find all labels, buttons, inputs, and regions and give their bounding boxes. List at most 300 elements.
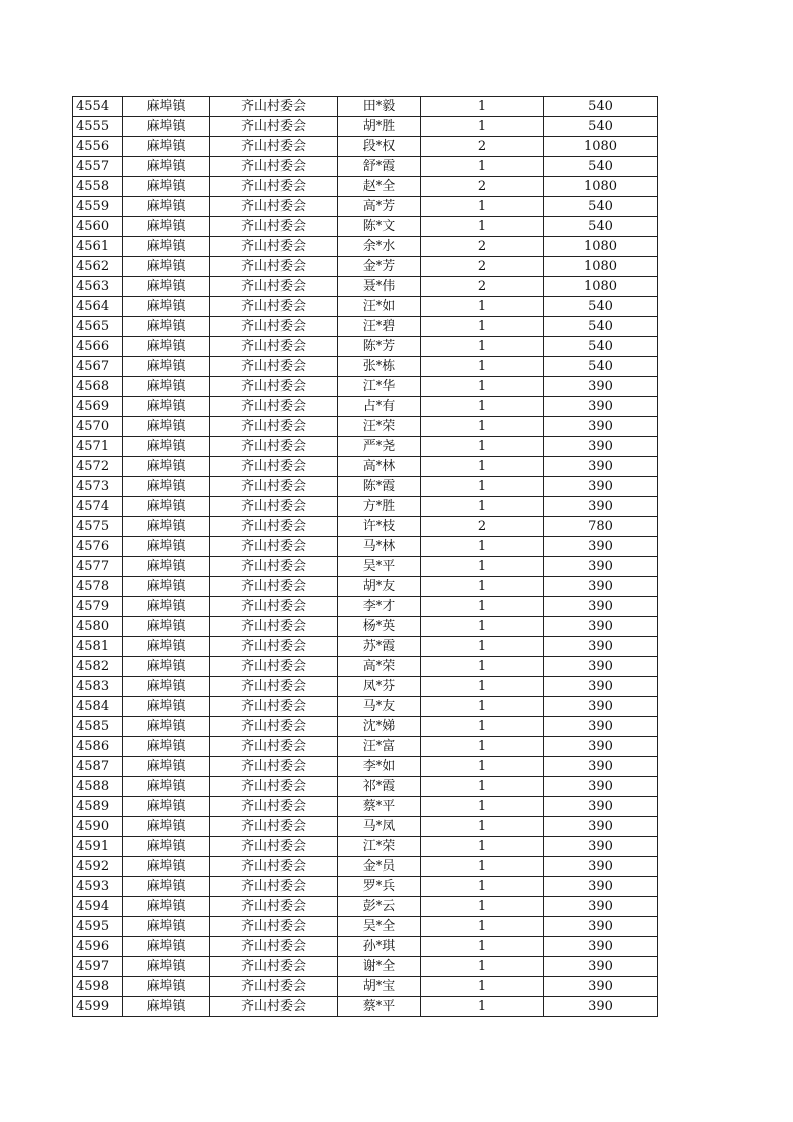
- table-row: [73, 557, 658, 577]
- town-cell: 麻埠镇: [123, 597, 210, 617]
- row-number-cell: 4555: [73, 117, 123, 137]
- table-row: [73, 657, 658, 677]
- table-row: [73, 97, 658, 117]
- town-cell: 麻埠镇: [123, 537, 210, 557]
- amount-cell: 390: [544, 497, 658, 517]
- amount-cell: 390: [544, 757, 658, 777]
- village-cell: 齐山村委会: [210, 737, 338, 757]
- count-cell: 1: [421, 877, 544, 897]
- amount-cell: 390: [544, 857, 658, 877]
- village-cell: 齐山村委会: [210, 377, 338, 397]
- amount-cell: 390: [544, 977, 658, 997]
- amount-cell: 390: [544, 457, 658, 477]
- count-cell: 1: [421, 197, 544, 217]
- name-cell: 蔡*平: [338, 997, 421, 1017]
- village-cell: 齐山村委会: [210, 637, 338, 657]
- name-cell: 许*枝: [338, 517, 421, 537]
- village-cell: 齐山村委会: [210, 497, 338, 517]
- amount-cell: 1080: [544, 137, 658, 157]
- village-cell: 齐山村委会: [210, 517, 338, 537]
- name-cell: 赵*全: [338, 177, 421, 197]
- count-cell: 1: [421, 477, 544, 497]
- table-row: [73, 517, 658, 537]
- row-number-cell: 4563: [73, 277, 123, 297]
- town-cell: 麻埠镇: [123, 477, 210, 497]
- count-cell: 1: [421, 797, 544, 817]
- village-cell: 齐山村委会: [210, 577, 338, 597]
- name-cell: 占*有: [338, 397, 421, 417]
- row-number-cell: 4581: [73, 637, 123, 657]
- amount-cell: 390: [544, 797, 658, 817]
- name-cell: 张*栋: [338, 357, 421, 377]
- village-cell: 齐山村委会: [210, 417, 338, 437]
- town-cell: 麻埠镇: [123, 697, 210, 717]
- village-cell: 齐山村委会: [210, 217, 338, 237]
- village-cell: 齐山村委会: [210, 617, 338, 637]
- village-cell: 齐山村委会: [210, 177, 338, 197]
- name-cell: 江*荣: [338, 837, 421, 857]
- table-row: [73, 757, 658, 777]
- town-cell: 麻埠镇: [123, 337, 210, 357]
- row-number-cell: 4560: [73, 217, 123, 237]
- village-cell: 齐山村委会: [210, 477, 338, 497]
- town-cell: 麻埠镇: [123, 557, 210, 577]
- village-cell: 齐山村委会: [210, 197, 338, 217]
- table-row: [73, 297, 658, 317]
- village-cell: 齐山村委会: [210, 817, 338, 837]
- amount-cell: 390: [544, 577, 658, 597]
- row-number-cell: 4585: [73, 717, 123, 737]
- count-cell: 1: [421, 597, 544, 617]
- count-cell: 1: [421, 217, 544, 237]
- table-row: [73, 577, 658, 597]
- amount-cell: 1080: [544, 257, 658, 277]
- row-number-cell: 4569: [73, 397, 123, 417]
- town-cell: 麻埠镇: [123, 197, 210, 217]
- amount-cell: 1080: [544, 277, 658, 297]
- town-cell: 麻埠镇: [123, 737, 210, 757]
- count-cell: 2: [421, 177, 544, 197]
- town-cell: 麻埠镇: [123, 357, 210, 377]
- town-cell: 麻埠镇: [123, 977, 210, 997]
- table-row: [73, 537, 658, 557]
- village-cell: 齐山村委会: [210, 237, 338, 257]
- amount-cell: 1080: [544, 177, 658, 197]
- count-cell: 1: [421, 97, 544, 117]
- name-cell: 孙*琪: [338, 937, 421, 957]
- count-cell: 1: [421, 717, 544, 737]
- row-number-cell: 4595: [73, 917, 123, 937]
- amount-cell: 540: [544, 357, 658, 377]
- village-cell: 齐山村委会: [210, 277, 338, 297]
- town-cell: 麻埠镇: [123, 277, 210, 297]
- table-row: [73, 937, 658, 957]
- name-cell: 高*芳: [338, 197, 421, 217]
- amount-cell: 390: [544, 617, 658, 637]
- town-cell: 麻埠镇: [123, 937, 210, 957]
- amount-cell: 390: [544, 877, 658, 897]
- name-cell: 沈*娣: [338, 717, 421, 737]
- town-cell: 麻埠镇: [123, 457, 210, 477]
- table-row: [73, 717, 658, 737]
- town-cell: 麻埠镇: [123, 417, 210, 437]
- row-number-cell: 4583: [73, 677, 123, 697]
- amount-cell: 390: [544, 557, 658, 577]
- count-cell: 1: [421, 537, 544, 557]
- village-cell: 齐山村委会: [210, 137, 338, 157]
- row-number-cell: 4571: [73, 437, 123, 457]
- village-cell: 齐山村委会: [210, 937, 338, 957]
- village-cell: 齐山村委会: [210, 537, 338, 557]
- amount-cell: 390: [544, 537, 658, 557]
- village-cell: 齐山村委会: [210, 857, 338, 877]
- town-cell: 麻埠镇: [123, 97, 210, 117]
- amount-cell: 390: [544, 677, 658, 697]
- row-number-cell: 4556: [73, 137, 123, 157]
- table-row: [73, 157, 658, 177]
- town-cell: 麻埠镇: [123, 577, 210, 597]
- amount-cell: 390: [544, 717, 658, 737]
- town-cell: 麻埠镇: [123, 377, 210, 397]
- amount-cell: 390: [544, 957, 658, 977]
- data-table: [72, 96, 658, 1017]
- village-cell: 齐山村委会: [210, 977, 338, 997]
- town-cell: 麻埠镇: [123, 257, 210, 277]
- table-row: [73, 217, 658, 237]
- table-row: [73, 357, 658, 377]
- table-row: [73, 177, 658, 197]
- village-cell: 齐山村委会: [210, 877, 338, 897]
- name-cell: 余*水: [338, 237, 421, 257]
- row-number-cell: 4590: [73, 817, 123, 837]
- count-cell: 1: [421, 977, 544, 997]
- town-cell: 麻埠镇: [123, 237, 210, 257]
- count-cell: 1: [421, 557, 544, 577]
- count-cell: 1: [421, 337, 544, 357]
- village-cell: 齐山村委会: [210, 897, 338, 917]
- village-cell: 齐山村委会: [210, 657, 338, 677]
- amount-cell: 540: [544, 117, 658, 137]
- amount-cell: 1080: [544, 237, 658, 257]
- village-cell: 齐山村委会: [210, 337, 338, 357]
- village-cell: 齐山村委会: [210, 457, 338, 477]
- count-cell: 1: [421, 737, 544, 757]
- count-cell: 1: [421, 317, 544, 337]
- row-number-cell: 4594: [73, 897, 123, 917]
- name-cell: 吴*全: [338, 917, 421, 937]
- count-cell: 2: [421, 137, 544, 157]
- town-cell: 麻埠镇: [123, 877, 210, 897]
- town-cell: 麻埠镇: [123, 677, 210, 697]
- town-cell: 麻埠镇: [123, 637, 210, 657]
- name-cell: 祁*霞: [338, 777, 421, 797]
- village-cell: 齐山村委会: [210, 117, 338, 137]
- name-cell: 田*毅: [338, 97, 421, 117]
- town-cell: 麻埠镇: [123, 897, 210, 917]
- name-cell: 高*荣: [338, 657, 421, 677]
- row-number-cell: 4598: [73, 977, 123, 997]
- village-cell: 齐山村委会: [210, 317, 338, 337]
- row-number-cell: 4575: [73, 517, 123, 537]
- town-cell: 麻埠镇: [123, 657, 210, 677]
- row-number-cell: 4591: [73, 837, 123, 857]
- town-cell: 麻埠镇: [123, 997, 210, 1017]
- table-row: [73, 477, 658, 497]
- town-cell: 麻埠镇: [123, 217, 210, 237]
- name-cell: 江*华: [338, 377, 421, 397]
- table-row: [73, 417, 658, 437]
- row-number-cell: 4599: [73, 997, 123, 1017]
- row-number-cell: 4576: [73, 537, 123, 557]
- village-cell: 齐山村委会: [210, 357, 338, 377]
- row-number-cell: 4574: [73, 497, 123, 517]
- name-cell: 李*才: [338, 597, 421, 617]
- name-cell: 李*如: [338, 757, 421, 777]
- table-row: [73, 897, 658, 917]
- village-cell: 齐山村委会: [210, 157, 338, 177]
- row-number-cell: 4579: [73, 597, 123, 617]
- town-cell: 麻埠镇: [123, 817, 210, 837]
- amount-cell: 390: [544, 437, 658, 457]
- table-row: [73, 857, 658, 877]
- village-cell: 齐山村委会: [210, 837, 338, 857]
- row-number-cell: 4578: [73, 577, 123, 597]
- count-cell: 1: [421, 997, 544, 1017]
- count-cell: 1: [421, 897, 544, 917]
- table-row: [73, 377, 658, 397]
- row-number-cell: 4587: [73, 757, 123, 777]
- table-row: [73, 877, 658, 897]
- count-cell: 1: [421, 837, 544, 857]
- town-cell: 麻埠镇: [123, 297, 210, 317]
- name-cell: 严*尧: [338, 437, 421, 457]
- row-number-cell: 4572: [73, 457, 123, 477]
- row-number-cell: 4582: [73, 657, 123, 677]
- town-cell: 麻埠镇: [123, 517, 210, 537]
- count-cell: 1: [421, 357, 544, 377]
- name-cell: 胡*友: [338, 577, 421, 597]
- amount-cell: 390: [544, 997, 658, 1017]
- name-cell: 马*林: [338, 537, 421, 557]
- village-cell: 齐山村委会: [210, 597, 338, 617]
- table-row: [73, 837, 658, 857]
- amount-cell: 390: [544, 477, 658, 497]
- amount-cell: 540: [544, 217, 658, 237]
- name-cell: 胡*宝: [338, 977, 421, 997]
- amount-cell: 390: [544, 417, 658, 437]
- row-number-cell: 4597: [73, 957, 123, 977]
- amount-cell: 540: [544, 297, 658, 317]
- amount-cell: 390: [544, 377, 658, 397]
- amount-cell: 390: [544, 837, 658, 857]
- name-cell: 苏*霞: [338, 637, 421, 657]
- amount-cell: 390: [544, 637, 658, 657]
- name-cell: 金*芳: [338, 257, 421, 277]
- village-cell: 齐山村委会: [210, 917, 338, 937]
- amount-cell: 390: [544, 937, 658, 957]
- town-cell: 麻埠镇: [123, 437, 210, 457]
- amount-cell: 390: [544, 897, 658, 917]
- row-number-cell: 4589: [73, 797, 123, 817]
- amount-cell: 390: [544, 697, 658, 717]
- count-cell: 1: [421, 857, 544, 877]
- count-cell: 1: [421, 157, 544, 177]
- name-cell: 汪*荣: [338, 417, 421, 437]
- count-cell: 2: [421, 257, 544, 277]
- name-cell: 段*权: [338, 137, 421, 157]
- count-cell: 1: [421, 637, 544, 657]
- name-cell: 凤*芬: [338, 677, 421, 697]
- row-number-cell: 4592: [73, 857, 123, 877]
- row-number-cell: 4593: [73, 877, 123, 897]
- table-row: [73, 777, 658, 797]
- table-row: [73, 257, 658, 277]
- row-number-cell: 4588: [73, 777, 123, 797]
- table-row: [73, 917, 658, 937]
- table-row: [73, 317, 658, 337]
- amount-cell: 390: [544, 657, 658, 677]
- count-cell: 2: [421, 237, 544, 257]
- village-cell: 齐山村委会: [210, 717, 338, 737]
- table-body: [73, 97, 658, 1017]
- town-cell: 麻埠镇: [123, 777, 210, 797]
- name-cell: 汪*碧: [338, 317, 421, 337]
- amount-cell: 390: [544, 777, 658, 797]
- count-cell: 1: [421, 657, 544, 677]
- name-cell: 陈*霞: [338, 477, 421, 497]
- name-cell: 罗*兵: [338, 877, 421, 897]
- amount-cell: 390: [544, 917, 658, 937]
- table-row: [73, 737, 658, 757]
- village-cell: 齐山村委会: [210, 397, 338, 417]
- table-row: [73, 597, 658, 617]
- village-cell: 齐山村委会: [210, 997, 338, 1017]
- table-row: [73, 117, 658, 137]
- name-cell: 聂*伟: [338, 277, 421, 297]
- village-cell: 齐山村委会: [210, 757, 338, 777]
- row-number-cell: 4565: [73, 317, 123, 337]
- count-cell: 1: [421, 397, 544, 417]
- village-cell: 齐山村委会: [210, 257, 338, 277]
- name-cell: 高*林: [338, 457, 421, 477]
- town-cell: 麻埠镇: [123, 317, 210, 337]
- row-number-cell: 4573: [73, 477, 123, 497]
- table-row: [73, 237, 658, 257]
- table-row: [73, 337, 658, 357]
- village-cell: 齐山村委会: [210, 777, 338, 797]
- name-cell: 吴*平: [338, 557, 421, 577]
- table-row: [73, 457, 658, 477]
- village-cell: 齐山村委会: [210, 677, 338, 697]
- amount-cell: 540: [544, 317, 658, 337]
- village-cell: 齐山村委会: [210, 297, 338, 317]
- name-cell: 陈*芳: [338, 337, 421, 357]
- count-cell: 2: [421, 517, 544, 537]
- village-cell: 齐山村委会: [210, 97, 338, 117]
- town-cell: 麻埠镇: [123, 917, 210, 937]
- village-cell: 齐山村委会: [210, 437, 338, 457]
- row-number-cell: 4559: [73, 197, 123, 217]
- town-cell: 麻埠镇: [123, 137, 210, 157]
- count-cell: 1: [421, 437, 544, 457]
- table-row: [73, 137, 658, 157]
- name-cell: 马*凤: [338, 817, 421, 837]
- name-cell: 金*员: [338, 857, 421, 877]
- amount-cell: 540: [544, 97, 658, 117]
- row-number-cell: 4564: [73, 297, 123, 317]
- row-number-cell: 4577: [73, 557, 123, 577]
- name-cell: 汪*富: [338, 737, 421, 757]
- name-cell: 胡*胜: [338, 117, 421, 137]
- row-number-cell: 4557: [73, 157, 123, 177]
- amount-cell: 540: [544, 197, 658, 217]
- name-cell: 谢*全: [338, 957, 421, 977]
- row-number-cell: 4580: [73, 617, 123, 637]
- count-cell: 1: [421, 937, 544, 957]
- name-cell: 马*友: [338, 697, 421, 717]
- town-cell: 麻埠镇: [123, 117, 210, 137]
- name-cell: 蔡*平: [338, 797, 421, 817]
- count-cell: 1: [421, 377, 544, 397]
- village-cell: 齐山村委会: [210, 557, 338, 577]
- amount-cell: 390: [544, 737, 658, 757]
- count-cell: 1: [421, 917, 544, 937]
- row-number-cell: 4558: [73, 177, 123, 197]
- town-cell: 麻埠镇: [123, 717, 210, 737]
- village-cell: 齐山村委会: [210, 697, 338, 717]
- village-cell: 齐山村委会: [210, 797, 338, 817]
- town-cell: 麻埠镇: [123, 757, 210, 777]
- town-cell: 麻埠镇: [123, 177, 210, 197]
- table-row: [73, 397, 658, 417]
- name-cell: 彭*云: [338, 897, 421, 917]
- count-cell: 1: [421, 617, 544, 637]
- village-cell: 齐山村委会: [210, 957, 338, 977]
- table-row: [73, 437, 658, 457]
- row-number-cell: 4568: [73, 377, 123, 397]
- table-row: [73, 617, 658, 637]
- count-cell: 1: [421, 457, 544, 477]
- name-cell: 陈*文: [338, 217, 421, 237]
- count-cell: 1: [421, 697, 544, 717]
- amount-cell: 390: [544, 817, 658, 837]
- table-row: [73, 637, 658, 657]
- town-cell: 麻埠镇: [123, 157, 210, 177]
- table-row: [73, 957, 658, 977]
- amount-cell: 540: [544, 337, 658, 357]
- town-cell: 麻埠镇: [123, 837, 210, 857]
- town-cell: 麻埠镇: [123, 797, 210, 817]
- count-cell: 1: [421, 417, 544, 437]
- town-cell: 麻埠镇: [123, 497, 210, 517]
- table-row: [73, 197, 658, 217]
- count-cell: 1: [421, 497, 544, 517]
- row-number-cell: 4596: [73, 937, 123, 957]
- name-cell: 汪*如: [338, 297, 421, 317]
- count-cell: 1: [421, 777, 544, 797]
- name-cell: 方*胜: [338, 497, 421, 517]
- table-row: [73, 977, 658, 997]
- count-cell: 2: [421, 277, 544, 297]
- table-row: [73, 497, 658, 517]
- amount-cell: 780: [544, 517, 658, 537]
- town-cell: 麻埠镇: [123, 397, 210, 417]
- name-cell: 舒*霞: [338, 157, 421, 177]
- amount-cell: 390: [544, 597, 658, 617]
- row-number-cell: 4566: [73, 337, 123, 357]
- count-cell: 1: [421, 117, 544, 137]
- count-cell: 1: [421, 757, 544, 777]
